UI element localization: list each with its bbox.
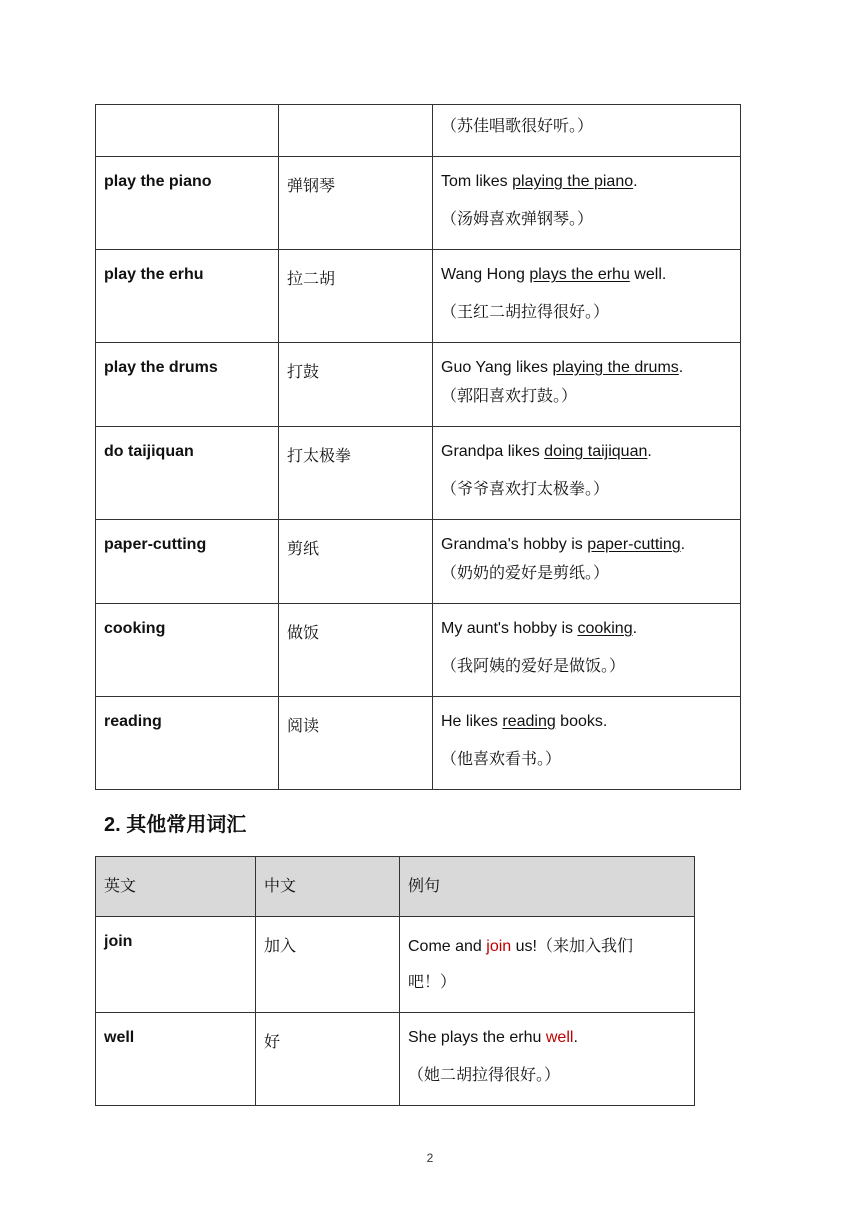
example-cell — [400, 917, 695, 1013]
table-row — [96, 343, 741, 427]
vocabulary-table-other — [95, 856, 695, 1106]
table-header-row — [96, 857, 695, 917]
example-translation: （奶奶的爱好是剪纸。） — [441, 565, 610, 582]
chinese-cell: 做饭 — [279, 604, 433, 697]
english-cell: do taijiquan — [96, 427, 279, 520]
highlighted-word: well — [545, 1029, 574, 1046]
example-cell — [400, 1013, 695, 1106]
example-sentence: Grandma's hobby is paper-cutting. — [441, 536, 686, 553]
underlined-phrase: doing taijiquan — [544, 443, 648, 460]
english-cell: reading — [96, 697, 279, 790]
underlined-phrase: paper-cutting — [587, 536, 681, 553]
example-translation: 吧！） — [408, 974, 457, 991]
table-row — [96, 427, 741, 520]
example-cell — [433, 105, 741, 157]
example-cell — [433, 697, 741, 790]
example-translation: （苏佳唱歌很好听。） — [441, 118, 594, 135]
column-header-example: 例句 — [400, 857, 695, 917]
table-row — [96, 520, 741, 604]
underlined-phrase: playing the drums — [552, 359, 679, 376]
table-row — [96, 157, 741, 250]
table-row — [96, 1013, 695, 1106]
example-translation: （我阿姨的爱好是做饭。） — [441, 658, 626, 675]
example-translation: （爷爷喜欢打太极拳。） — [441, 481, 610, 498]
chinese-cell: 剪纸 — [279, 520, 433, 604]
chinese-cell: 阅读 — [279, 697, 433, 790]
example-cell — [433, 427, 741, 520]
example-sentence: Come and join us!（来加入我们 — [408, 938, 633, 955]
english-cell: cooking — [96, 604, 279, 697]
english-cell: well — [96, 1013, 256, 1106]
example-translation: （郭阳喜欢打鼓。） — [441, 388, 578, 405]
example-sentence: Tom likes playing the piano. — [441, 173, 638, 190]
chinese-cell: 好 — [256, 1013, 400, 1106]
section-heading: 2. 其他常用词汇 — [104, 814, 247, 836]
chinese-cell: 打鼓 — [279, 343, 433, 427]
english-cell: paper-cutting — [96, 520, 279, 604]
chinese-cell — [279, 105, 433, 157]
example-cell — [433, 604, 741, 697]
english-cell: play the drums — [96, 343, 279, 427]
chinese-cell: 打太极拳 — [279, 427, 433, 520]
underlined-phrase: reading — [502, 713, 556, 730]
example-sentence: She plays the erhu well. — [408, 1029, 578, 1046]
vocabulary-table-hobbies — [95, 104, 741, 790]
chinese-cell: 弹钢琴 — [279, 157, 433, 250]
example-cell — [433, 343, 741, 427]
example-cell — [433, 157, 741, 250]
example-sentence: Wang Hong plays the erhu well. — [441, 266, 667, 283]
example-translation: （王红二胡拉得很好。） — [441, 304, 610, 321]
english-cell: play the piano — [96, 157, 279, 250]
table-row — [96, 604, 741, 697]
underlined-phrase: plays the erhu — [529, 266, 630, 283]
english-cell: join — [96, 917, 256, 1013]
column-header-english: 英文 — [96, 857, 256, 917]
example-cell — [433, 250, 741, 343]
example-sentence: He likes reading books. — [441, 713, 608, 730]
example-translation: （他喜欢看书。） — [441, 751, 562, 768]
english-cell: play the erhu — [96, 250, 279, 343]
example-translation: （汤姆喜欢弹钢琴。） — [441, 211, 594, 228]
underlined-phrase: cooking — [577, 620, 633, 637]
example-cell — [433, 520, 741, 604]
example-sentence: Grandpa likes doing taijiquan. — [441, 443, 652, 460]
table-row — [96, 697, 741, 790]
english-cell — [96, 105, 279, 157]
table-row — [96, 917, 695, 1013]
highlighted-word: join — [486, 938, 512, 955]
example-translation: （她二胡拉得很好。） — [408, 1067, 561, 1084]
underlined-phrase: playing the piano — [512, 173, 634, 190]
page-number: 2 — [426, 1151, 434, 1165]
chinese-cell: 加入 — [256, 917, 400, 1013]
example-sentence: Guo Yang likes playing the drums. — [441, 359, 684, 376]
example-sentence: My aunt's hobby is cooking. — [441, 620, 638, 637]
chinese-cell: 拉二胡 — [279, 250, 433, 343]
column-header-chinese: 中文 — [256, 857, 400, 917]
table-row — [96, 105, 741, 157]
table-row — [96, 250, 741, 343]
